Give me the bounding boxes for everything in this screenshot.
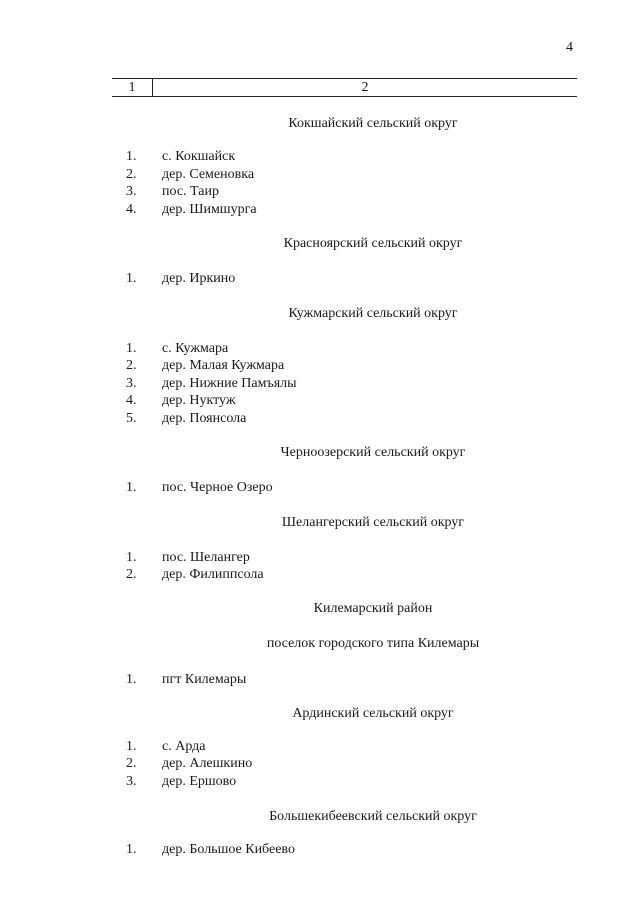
item-number: 1. (126, 672, 137, 687)
item-name: дер. Ершово (162, 774, 237, 789)
list-item (126, 148, 235, 165)
item-name: дер. Шимшурга (162, 202, 257, 217)
item-number: 1. (126, 149, 137, 164)
district-heading-kilemarsky: Килемарский район (313, 601, 433, 616)
item-number: 3. (126, 376, 137, 391)
item-name: дер. Семеновка (162, 167, 255, 182)
item-name: с. Арда (162, 739, 206, 754)
item-number: 2. (126, 358, 137, 373)
section-heading-shelangersky: Шелангерский сельский округ (281, 515, 465, 530)
item-name: пос. Черное Озеро (162, 480, 273, 495)
item-number: 1. (126, 739, 137, 754)
item-number: 1. (126, 480, 137, 495)
list-item (126, 270, 235, 287)
item-number: 4. (126, 393, 137, 408)
table-header-col-1: 1 (112, 79, 153, 96)
section-heading-kilemary-settlement: поселок городского типа Килемары (266, 636, 480, 651)
item-number: 3. (126, 774, 137, 789)
table-header-col-2: 2 (361, 80, 369, 95)
item-name: дер. Филиппсола (162, 567, 264, 582)
list-item (126, 479, 273, 496)
list-item (126, 755, 252, 772)
page-number: 4 (566, 40, 573, 55)
list-item (126, 392, 236, 409)
list-item (126, 375, 297, 392)
list-item (126, 183, 219, 200)
item-name: дер. Иркино (162, 271, 236, 286)
list-item (126, 549, 250, 566)
section-heading-krasnoyarsky: Красноярский сельский округ (283, 236, 463, 251)
item-name: дер. Малая Кужмара (162, 358, 285, 373)
item-number: 2. (126, 167, 137, 182)
item-number: 1. (126, 271, 137, 286)
section-heading-kokshaysky: Кокшайский сельский округ (288, 116, 458, 131)
item-number: 2. (126, 756, 137, 771)
list-item (126, 566, 264, 583)
item-number: 4. (126, 202, 137, 217)
list-item (126, 201, 257, 218)
list-item (126, 773, 236, 790)
item-number: 5. (126, 411, 137, 426)
item-number: 3. (126, 184, 137, 199)
table-header (112, 78, 577, 97)
list-item (126, 410, 246, 427)
section-heading-ardinsky: Ардинский сельский округ (292, 706, 454, 721)
item-number: 1. (126, 842, 137, 857)
item-name: пос. Шелангер (162, 550, 250, 565)
section-heading-bolshekibeevsky: Большекибеевский сельский округ (269, 809, 477, 824)
section-heading-chernoozersky: Черноозерский сельский округ (280, 445, 466, 460)
list-item (126, 738, 205, 755)
item-name: пгт Килемары (162, 672, 247, 687)
item-name: пос. Таир (162, 184, 219, 199)
item-number: 2. (126, 567, 137, 582)
item-number: 1. (126, 341, 137, 356)
list-item (126, 841, 295, 858)
item-name: дер. Нуктуж (162, 393, 236, 408)
item-name: дер. Нижние Памъялы (162, 376, 297, 391)
section-heading-kuzhmarsky: Кужмарский сельский округ (288, 306, 458, 321)
list-item (126, 166, 254, 183)
item-name: с. Кужмара (162, 341, 229, 356)
item-number: 1. (126, 550, 137, 565)
item-name: дер. Большое Кибеево (162, 842, 295, 857)
list-item (126, 340, 228, 357)
list-item (126, 357, 284, 374)
item-name: дер. Алешкино (162, 756, 253, 771)
item-name: дер. Поянсола (162, 411, 247, 426)
item-name: с. Кокшайск (162, 149, 236, 164)
list-item (126, 671, 246, 688)
